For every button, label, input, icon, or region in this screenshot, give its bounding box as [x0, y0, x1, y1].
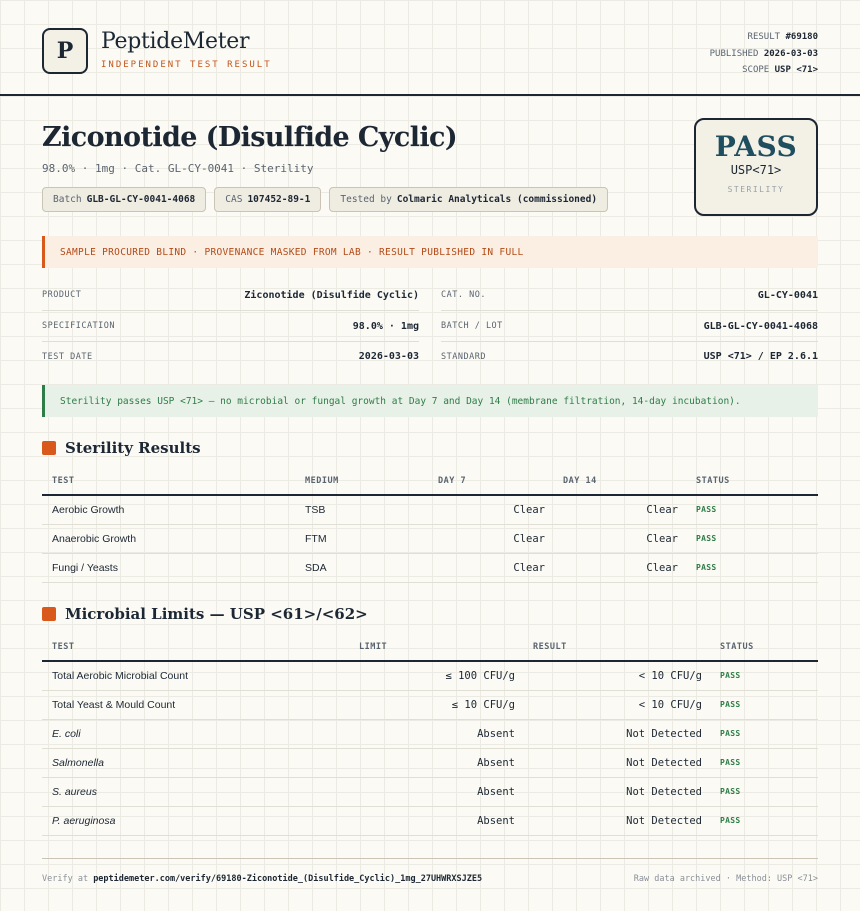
table-row: P. aeruginosa Absent Not Detected PASS [42, 806, 818, 835]
info-batch: BATCH / LOT GLB-GL-CY-0041-4068 [441, 311, 818, 342]
table-row: Aerobic Growth TSB Clear Clear PASS [42, 495, 818, 524]
result-meta [710, 29, 818, 79]
status-badge: PASS [720, 729, 741, 738]
batch-chip: Batch GLB-GL-CY-0041-4068 [42, 187, 206, 212]
section-marker-icon [42, 441, 56, 455]
scope-line: SCOPE USP <71> [742, 65, 818, 75]
summary-banner: Sterility passes USP <71> — no microbial or fungal growth at Day 7 and Day 14 (membrane filtration, 14-day incubation). [42, 385, 818, 417]
table-row: Total Yeast & Mould Count ≤ 10 CFU/g < 10 CFU/g PASS [42, 690, 818, 719]
scope-value: USP <71> [774, 65, 818, 75]
status-badge: PASS [696, 505, 717, 515]
status-badge: PASS [696, 534, 717, 543]
table-row: Salmonella Absent Not Detected PASS [42, 748, 818, 777]
stamp-verdict: PASS [714, 130, 798, 163]
status-badge: PASS [720, 700, 741, 709]
archive-note: Raw data archived · Method: USP <71> [633, 874, 818, 884]
status-badge: PASS [720, 787, 741, 796]
microbial-section-heading: Microbial Limits — USP <61>/<62> [42, 605, 368, 623]
status-badge: PASS [720, 671, 741, 681]
pass-stamp [694, 118, 818, 216]
info-standard: STANDARD USP <71> / EP 2.6.1 [441, 351, 818, 362]
product-subline: 98.0% · 1mg · Cat. GL-CY-0041 · Sterility [42, 162, 314, 175]
cas-chip: CAS 107452-89-1 [214, 187, 321, 212]
table-row: Total Aerobic Microbial Count ≤ 100 CFU/g < 10 CFU/g PASS [42, 661, 818, 690]
table-row: Fungi / Yeasts SDA Clear Clear PASS [42, 553, 818, 582]
chip-row [42, 187, 608, 212]
brand-tagline: INDEPENDENT TEST RESULT [101, 60, 272, 70]
result-id-line: RESULT #69180 [747, 32, 818, 42]
info-test-date: TEST DATE 2026-03-03 [42, 351, 419, 362]
table-header-row: TEST LIMIT RESULT STATUS [42, 634, 818, 661]
brand-name: PeptideMeter [101, 29, 250, 54]
info-specification: SPECIFICATION 98.0% · 1mg [42, 311, 419, 342]
section-marker-icon [42, 607, 56, 621]
report-header [0, 0, 860, 96]
table-row: E. coli Absent Not Detected PASS [42, 719, 818, 748]
page-title: Ziconotide (Disulfide Cyclic) [42, 122, 458, 153]
published-line: PUBLISHED 2026-03-03 [709, 48, 818, 59]
verify-link[interactable]: peptidemeter.com/verify/69180-Ziconotide_(Disulfide_Cyclic)_1mg_27UHWRXSJZE5 [93, 874, 483, 884]
table-header-row: TEST MEDIUM DAY 7 DAY 14 STATUS [42, 468, 818, 495]
stamp-standard: USP<71> [730, 163, 782, 177]
sterility-table [42, 468, 818, 583]
verify-line: Verify at peptidemeter.com/verify/69180-Ziconotide_(Disulfide_Cyclic)_1mg_27UHWRXSJZE5 [42, 874, 483, 884]
status-badge: PASS [696, 563, 717, 572]
stamp-category: STERILITY [727, 185, 785, 194]
info-catno: CAT. NO. GL-CY-0041 [441, 280, 818, 311]
status-badge: PASS [720, 758, 741, 767]
sterility-section-heading: Sterility Results [42, 439, 201, 457]
logo-icon: P [42, 28, 88, 74]
tested-by-chip: Tested by Colmaric Analyticals (commissioned) [329, 187, 608, 212]
status-badge: PASS [720, 816, 741, 825]
blind-notice: SAMPLE PROCURED BLIND · PROVENANCE MASKED FROM LAB · RESULT PUBLISHED IN FULL [42, 236, 818, 268]
footer-divider [42, 858, 818, 859]
info-product: PRODUCT Ziconotide (Disulfide Cyclic) [42, 280, 419, 311]
result-id: #69180 [785, 32, 818, 42]
microbial-limits-table [42, 634, 818, 836]
published-date: 2026-03-03 [763, 48, 818, 59]
table-row: S. aureus Absent Not Detected PASS [42, 777, 818, 806]
table-row: Anaerobic Growth FTM Clear Clear PASS [42, 524, 818, 553]
